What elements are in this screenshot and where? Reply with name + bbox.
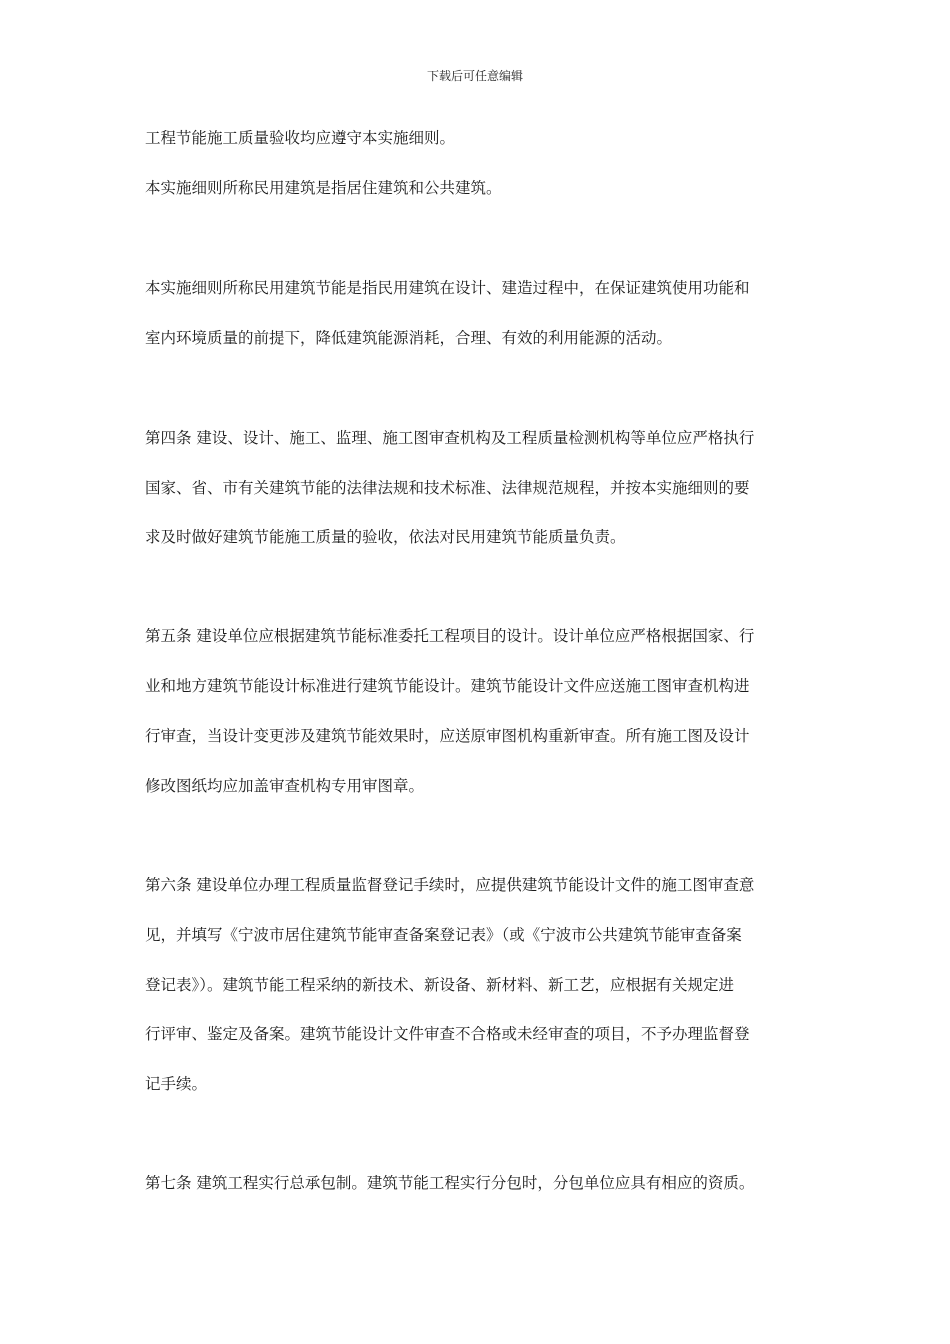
text-line: 见，并填写《宁波市居住建筑节能审查备案登记表》（或《宁波市公共建筑节能审查备案 <box>145 926 742 944</box>
text-line: 第七条 建筑工程实行总承包制。建筑节能工程实行分包时，分包单位应具有相应的资质。 <box>145 1174 755 1192</box>
text-line: 本实施细则所称民用建筑节能是指民用建筑在设计、建造过程中，在保证建筑使用功能和 <box>145 279 750 297</box>
text-line: 第六条 建设单位办理工程质量监督登记手续时，应提供建筑节能设计文件的施工图审查意 <box>145 876 755 894</box>
text-line: 工程节能施工质量验收均应遵守本实施细则。 <box>145 129 456 147</box>
text-line: 室内环境质量的前提下，降低建筑能源消耗，合理、有效的利用能源的活动。 <box>145 329 673 347</box>
text-line: 国家、省、市有关建筑节能的法律法规和技术标准、法律规范规程，并按本实施细则的要 <box>145 479 750 497</box>
text-line: 登记表》）。建筑节能工程采纳的新技术、新设备、新材料、新工艺，应根据有关规定进 <box>145 976 735 994</box>
text-line: 记手续。 <box>145 1075 208 1093</box>
text-line: 第五条 建设单位应根据建筑节能标准委托工程项目的设计。设计单位应严格根据国家、行 <box>145 627 755 645</box>
text-line: 业和地方建筑节能设计标准进行建筑节能设计。建筑节能设计文件应送施工图审查机构进 <box>145 677 750 695</box>
text-line: 第四条 建设、设计、施工、监理、施工图审查机构及工程质量检测机构等单位应严格执行 <box>145 429 755 447</box>
text-line: 行评审、鉴定及备案。建筑节能设计文件审查不合格或未经审查的项目，不予办理监督登 <box>145 1025 750 1043</box>
text-line: 求及时做好建筑节能施工质量的验收，依法对民用建筑节能质量负责。 <box>145 528 626 546</box>
text-line: 行审查，当设计变更涉及建筑节能效果时，应送原审图机构重新审查。所有施工图及设计 <box>145 727 750 745</box>
header-note: 下载后可任意编辑 <box>426 69 523 83</box>
text-line: 本实施细则所称民用建筑是指居住建筑和公共建筑。 <box>145 179 502 197</box>
text-line: 修改图纸均应加盖审查机构专用审图章。 <box>145 777 425 795</box>
